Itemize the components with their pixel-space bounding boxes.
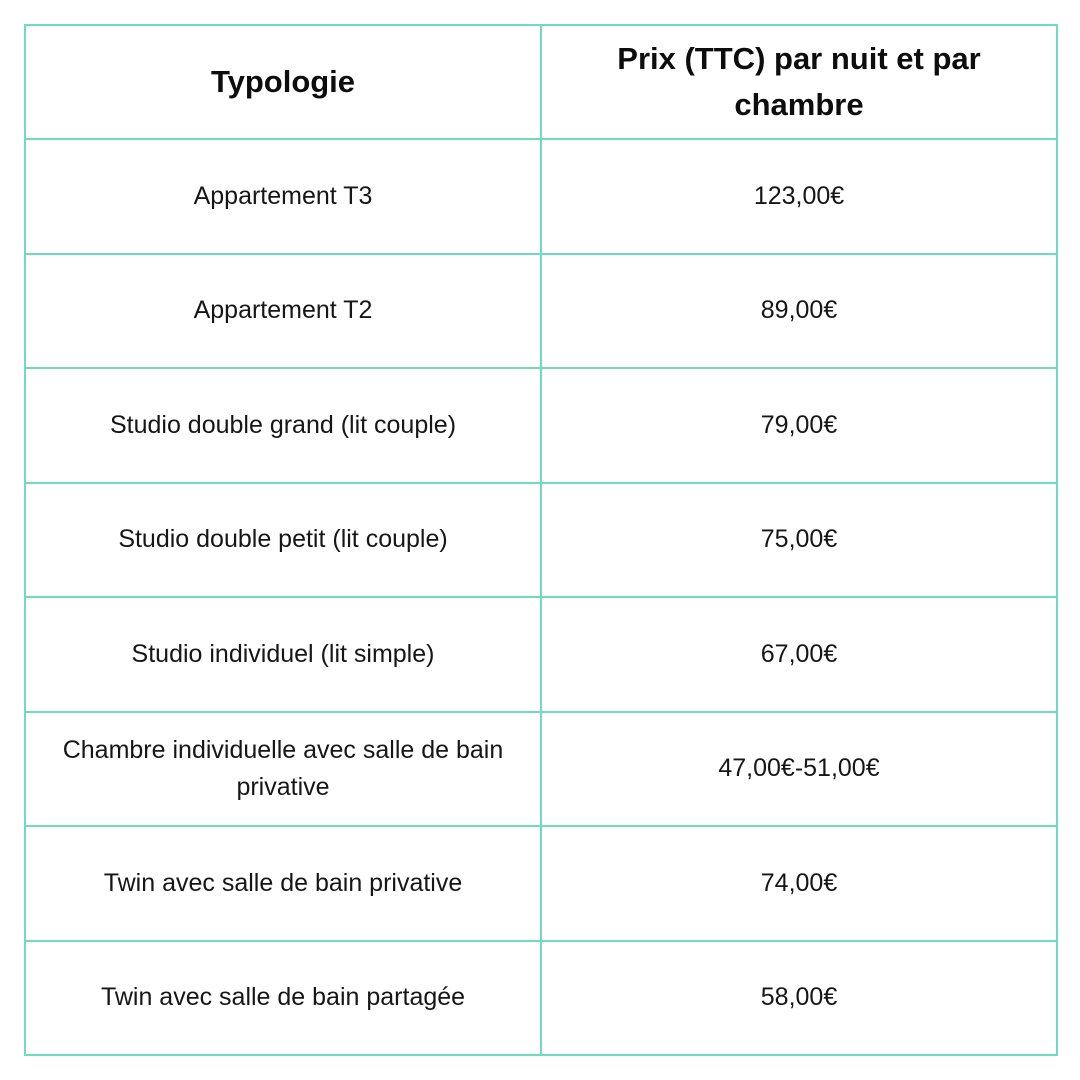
typology-cell: Appartement T3 xyxy=(25,139,541,254)
price-cell: 67,00€ xyxy=(541,597,1057,712)
price-cell: 123,00€ xyxy=(541,139,1057,254)
table-row xyxy=(25,941,1057,1056)
typology-cell: Studio individuel (lit simple) xyxy=(25,597,541,712)
table-header xyxy=(25,25,1057,139)
table-row xyxy=(25,597,1057,712)
table-row xyxy=(25,483,1057,598)
table-row xyxy=(25,712,1057,827)
price-table xyxy=(24,24,1058,1056)
table-row xyxy=(25,826,1057,941)
typology-cell: Twin avec salle de bain privative xyxy=(25,826,541,941)
typology-cell: Twin avec salle de bain partagée xyxy=(25,941,541,1056)
price-cell: 74,00€ xyxy=(541,826,1057,941)
price-cell: 58,00€ xyxy=(541,941,1057,1056)
typology-cell: Chambre individuelle avec salle de bain privative xyxy=(25,712,541,827)
table-row xyxy=(25,368,1057,483)
typology-cell: Studio double petit (lit couple) xyxy=(25,483,541,598)
price-cell: 89,00€ xyxy=(541,254,1057,369)
table-row xyxy=(25,254,1057,369)
table-body xyxy=(25,139,1057,1055)
price-cell: 79,00€ xyxy=(541,368,1057,483)
header-row xyxy=(25,25,1057,139)
typology-cell: Appartement T2 xyxy=(25,254,541,369)
price-cell: 47,00€-51,00€ xyxy=(541,712,1057,827)
price-cell: 75,00€ xyxy=(541,483,1057,598)
table-row xyxy=(25,139,1057,254)
typology-cell: Studio double grand (lit couple) xyxy=(25,368,541,483)
header-typology: Typologie xyxy=(25,25,541,139)
header-price: Prix (TTC) par nuit et par chambre xyxy=(541,25,1057,139)
